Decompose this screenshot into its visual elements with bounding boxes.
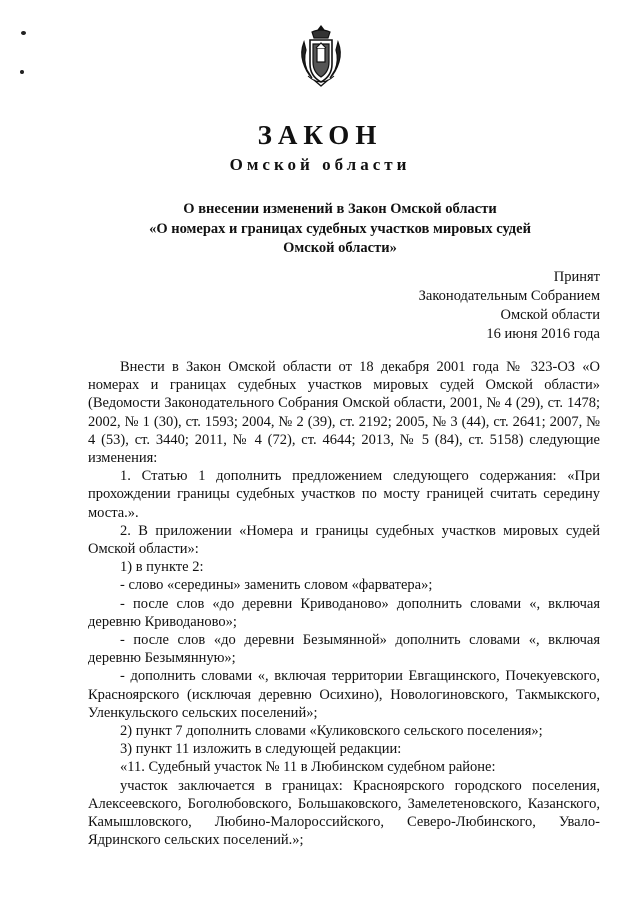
body-paragraph: 2. В приложении «Номера и границы судебных участков мировых судей Омской области»: bbox=[88, 522, 600, 558]
body-paragraph: «11. Судебный участок № 11 в Любинском судебном районе: bbox=[120, 759, 496, 776]
adoption-line: Принят bbox=[553, 269, 600, 285]
scan-speck bbox=[20, 70, 24, 74]
document-subtitle: Омской области bbox=[229, 155, 411, 174]
adoption-date: 16 июня 2016 года bbox=[486, 326, 600, 342]
law-heading bbox=[0, 200, 640, 259]
body-paragraph: 1. Статью 1 дополнить предложением следующего содержания: «При прохождении границы судебных участков по мосту границей считать середину моста.». bbox=[88, 468, 600, 521]
body-paragraph: - после слов «до деревни Безымянной» дополнить словами «, включая деревню Безымянную»; bbox=[88, 632, 600, 667]
adoption-block bbox=[419, 268, 600, 344]
law-heading-line: О внесении изменений в Закон Омской области bbox=[183, 201, 497, 217]
law-heading-line: «О номерах и границах судебных участков мировых судей bbox=[149, 220, 531, 237]
body-paragraph: участок заключается в границах: Красноярского городского поселения, Алексеевского, Боголюбовского, Большаковского, Замелетеновского, Казанского, Камышловского, Любино-Малороссийского, Северо-Любинского, Увало-Ядринского сельских поселений.»; bbox=[88, 777, 600, 849]
law-heading-line: Омской области» bbox=[283, 240, 397, 256]
body-paragraph: 1) в пункте 2: bbox=[120, 559, 204, 576]
adoption-line: Омской области bbox=[500, 307, 600, 323]
law-body bbox=[88, 358, 600, 849]
body-paragraph: Внести в Закон Омской области от 18 декабря 2001 года № 323-ОЗ «О номерах и границах судебных участков мировых судей Омской области» (Ведомости Законодательного Собрания Омской области, 2001, № 4 (29), ст. 1478; 2002, № 1 (30), ст. 1593; 2004, № 2 (39), ст. 2192; 2005, № 3 (44), ст. 2641; 2007, № 4 (53), ст. 3440; 2011, № 4 (72), ст. 4644; 2013, № 5 (84), ст. 5158) следующие изменения: bbox=[88, 359, 600, 467]
scan-speck bbox=[21, 31, 26, 35]
coat-of-arms-emblem bbox=[298, 24, 344, 88]
document-title: ЗАКОН bbox=[257, 120, 383, 150]
adoption-line: Законодательным Собранием bbox=[418, 288, 600, 304]
body-paragraph: - после слов «до деревни Криводаново» дополнить словами «, включая деревню Криводаново»; bbox=[88, 595, 600, 630]
body-paragraph: - дополнить словами «, включая территории Евгащинского, Почекуевского, Красноярского (исключая деревню Осихино), Новологиновского, Такмыкского, Уленкульского сельских поселений»; bbox=[88, 668, 600, 721]
body-paragraph: 3) пункт 11 изложить в следующей редакции: bbox=[120, 741, 402, 758]
body-paragraph: 2) пункт 7 дополнить словами «Куликовского сельского поселения»; bbox=[120, 723, 543, 740]
body-paragraph: - слово «середины» заменить словом «фарватера»; bbox=[120, 577, 433, 594]
